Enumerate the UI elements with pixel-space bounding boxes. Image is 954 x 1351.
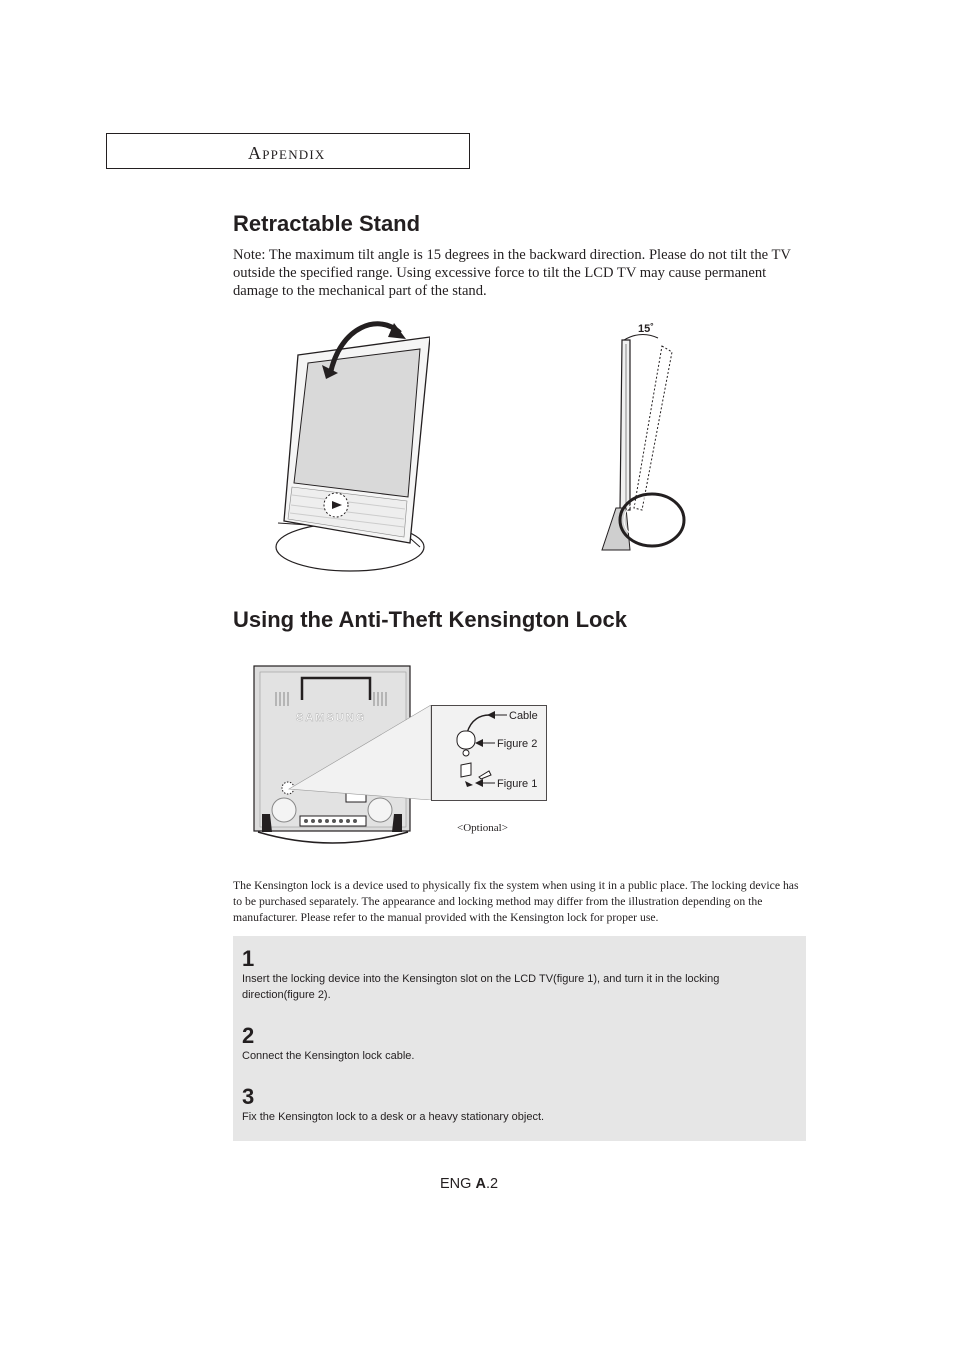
zoom-wedge bbox=[285, 705, 435, 800]
figure2-label: Figure 2 bbox=[497, 738, 538, 750]
step-1-number: 1 bbox=[242, 946, 255, 971]
brand-logo: SAMSUNG bbox=[296, 712, 367, 724]
step-3-number: 3 bbox=[242, 1084, 255, 1109]
retractable-stand-title: Retractable Stand bbox=[233, 211, 421, 236]
figure1-label: Figure 1 bbox=[497, 778, 538, 790]
step-2-number: 2 bbox=[242, 1023, 255, 1048]
tilt-angle-label: 15˚ bbox=[638, 323, 654, 335]
page-number-value: .2 bbox=[485, 1176, 499, 1192]
section-header-box bbox=[106, 133, 470, 169]
page-number-prefix: ENG bbox=[440, 1176, 476, 1192]
cable-label: Cable bbox=[509, 710, 538, 722]
kensington-title: Using the Anti-Theft Kensington Lock bbox=[233, 607, 627, 632]
tv-front-illustration bbox=[270, 315, 430, 577]
tv-side-illustration bbox=[596, 320, 691, 555]
step-2-text: Connect the Kensington lock cable. bbox=[242, 1050, 415, 1062]
section-header-label: Appendix bbox=[248, 143, 326, 163]
lock-callout bbox=[431, 705, 547, 801]
page-number-letter: A bbox=[475, 1176, 486, 1192]
steps-panel bbox=[233, 936, 806, 1141]
optional-label: <Optional> bbox=[457, 822, 508, 834]
step-3-text: Fix the Kensington lock to a desk or a heavy stationary object. bbox=[242, 1111, 545, 1123]
step-1-text: Insert the locking device into the Kensington slot on the LCD TV(figure 1), and turn it in the locking direction(figure 2). bbox=[242, 973, 720, 1001]
page-number bbox=[440, 1176, 498, 1192]
tilt-note: Note: The maximum tilt angle is 15 degrees in the backward direction. Please do not tilt the TV outside the specified range. Using excessive force to tilt the LCD TV may cause permanent damage to the mechanical part of the stand. bbox=[233, 247, 791, 299]
kensington-description: The Kensington lock is a device used to physically fix the system when using it in a public place. The locking device has to be purchased separately. The appearance and locking method may differ from the illustration depending on the manufacturer. Please refer to the manual provided with the Kensington lock for proper use. bbox=[233, 879, 799, 924]
